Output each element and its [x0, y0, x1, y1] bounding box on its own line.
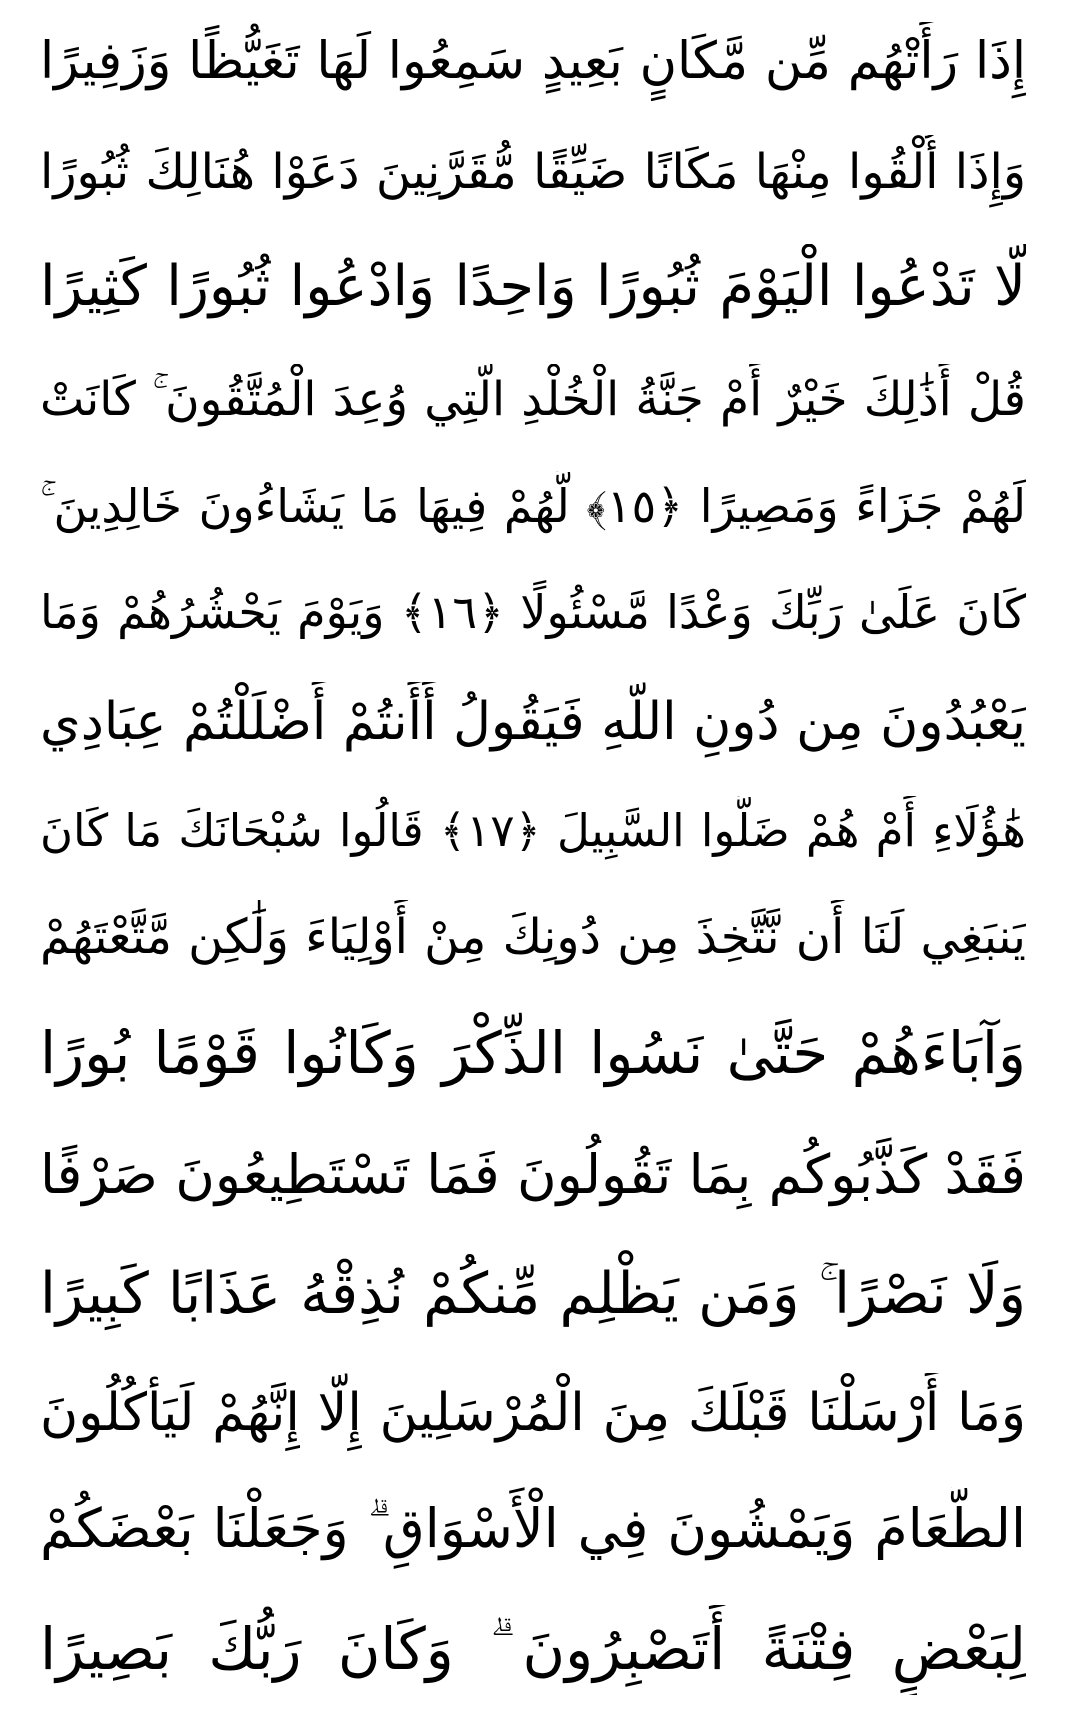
verse-line-3: لَّا تَدْعُوا الْيَوْمَ ثُبُورًا وَاحِدًا وَادْعُوا ثُبُورًا كَثِيرًا [40, 253, 1026, 319]
verse-line-11: فَقَدْ كَذَّبُوكُم بِمَا تَقُولُونَ فَمَا تَسْتَطِيعُونَ صَرْفًا [40, 1142, 1026, 1206]
verse-line-9: يَنبَغِي لَنَا أَن نَّتَّخِذَ مِن دُونِكَ مِنْ أَوْلِيَاءَ وَلَٰكِن مَّتَّعْتَهُمْ [40, 909, 1026, 966]
verse-line-14: الطَّعَامَ وَيَمْشُونَ فِي الْأَسْوَاقِ ۗ وَجَعَلْنَا بَعْضَكُمْ [40, 1497, 1026, 1561]
verse-line-12: وَلَا نَصْرًا ۚ وَمَن يَظْلِم مِّنكُمْ نُذِقْهُ عَذَابًا كَبِيرًا [40, 1261, 1026, 1328]
verse-line-1: إِذَا رَأَتْهُم مِّن مَّكَانٍ بَعِيدٍ سَمِعُوا لَهَا تَغَيُّظًا وَزَفِيرًا [40, 32, 1026, 91]
verse-line-5: لَهُمْ جَزَاءً وَمَصِيرًا ﴿١٥﴾ لَّهُمْ فِيهَا مَا يَشَاءُونَ خَالِدِينَ ۚ [40, 479, 1026, 534]
verse-line-15: لِبَعْضٍ فِتْنَةً أَتَصْبِرُونَ ۗ وَكَانَ رَبُّكَ بَصِيرًا [40, 1615, 1026, 1684]
verse-line-2: وَإِذَا أُلْقُوا مِنْهَا مَكَانًا ضَيِّقًا مُّقَرَّنِينَ دَعَوْا هُنَالِكَ ثُبُورًا [40, 144, 1026, 201]
verse-line-8: هَٰؤُلَاءِ أَمْ هُمْ ضَلُّوا السَّبِيلَ ﴿١٧﴾ قَالُوا سُبْحَانَكَ مَا كَانَ [40, 804, 1026, 858]
verse-lines [40, 22, 1026, 1695]
verse-line-6: كَانَ عَلَىٰ رَبِّكَ وَعْدًا مَّسْئُولًا ﴿١٦﴾ وَيَوْمَ يَحْشُرُهُمْ وَمَا [40, 584, 1026, 639]
verse-line-10: وَآبَاءَهُمْ حَتَّىٰ نَسُوا الذِّكْرَ وَكَانُوا قَوْمًا بُورًا [40, 1018, 1026, 1087]
verse-line-13: وَمَا أَرْسَلْنَا قَبْلَكَ مِنَ الْمُرْسَلِينَ إِلَّا إِنَّهُمْ لَيَأْكُلُونَ [40, 1382, 1026, 1443]
verse-line-4: قُلْ أَذَٰلِكَ خَيْرٌ أَمْ جَنَّةُ الْخُلْدِ الَّتِي وُعِدَ الْمُتَّقُونَ ۚ كَانَتْ [40, 372, 1026, 428]
verse-line-7: يَعْبُدُونَ مِن دُونِ اللَّهِ فَيَقُولُ أَأَنتُمْ أَضْلَلْتُمْ عِبَادِي [40, 691, 1026, 752]
